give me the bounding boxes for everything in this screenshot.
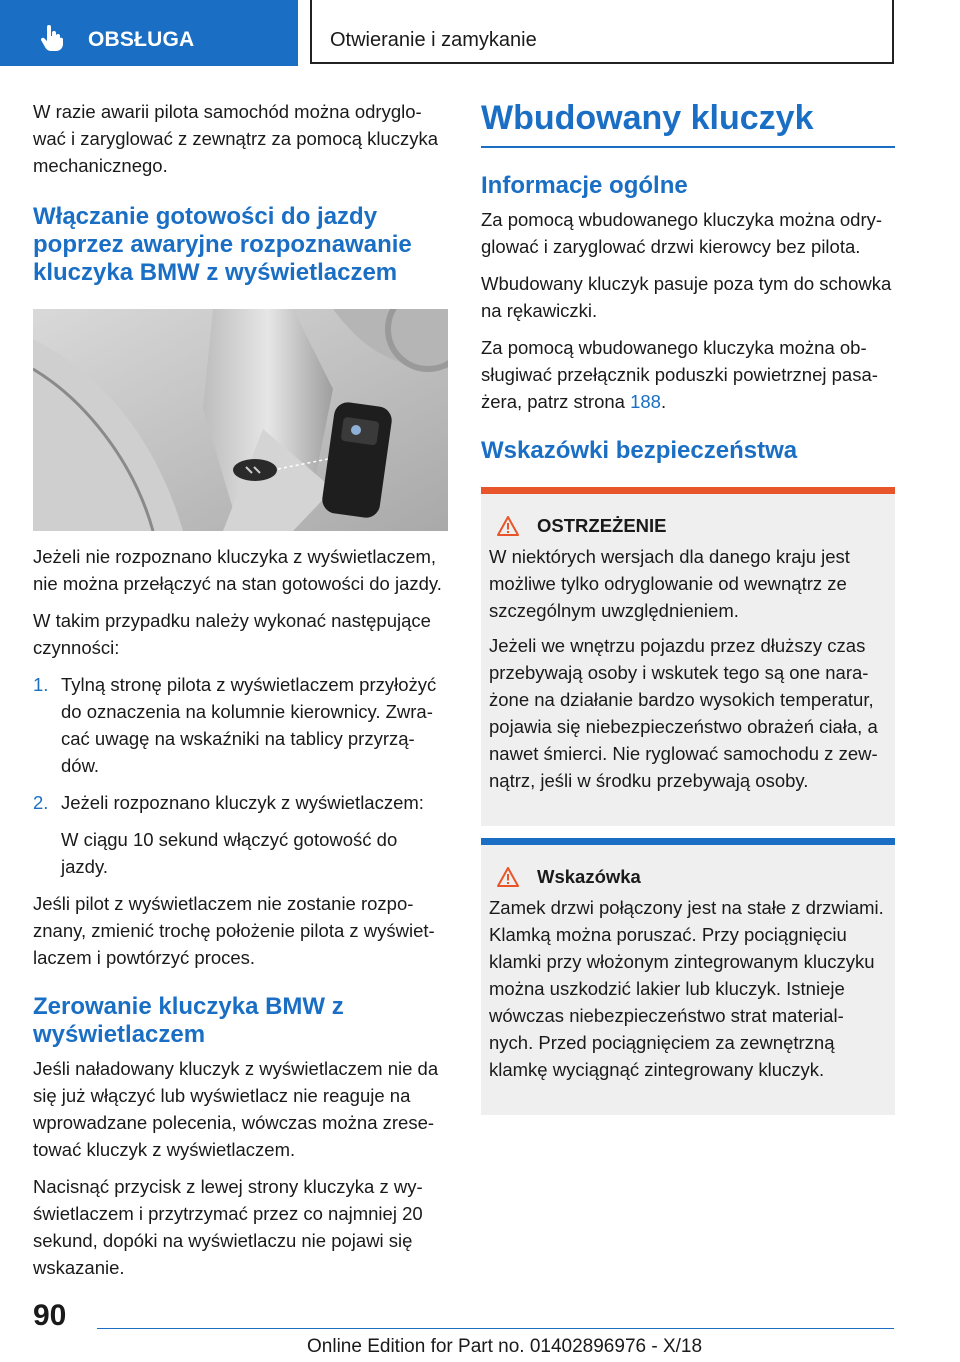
paragraph-follow-steps: W takim przypadku należy wykonać następujące czynności: (33, 610, 431, 658)
steering-column-illustration (33, 309, 448, 531)
page-header (310, 0, 894, 64)
right-column (481, 98, 895, 1115)
warning-title: OSTRZEŻENIE (537, 515, 667, 536)
paragraph-reset-action: Nacisnąć przycisk z lewej strony kluczyka z wy-świetlaczem i przytrzymać przez co najmniej 20 sekund, dopóki na wyświetlaczu nie pojawi się wskazanie. (33, 1176, 423, 1278)
heading-general-info: Informacje ogólne (481, 172, 688, 199)
paragraph-retry: Jeśli pilot z wyświetlaczem nie zostanie rozpo-znany, zmienić trochę położenie pilota z wyświet-laczem i powtórzyć proces. (33, 893, 435, 968)
chapter-title: Wbudowany kluczyk (481, 99, 814, 137)
heading-safety-notes: Wskazówki bezpieczeństwa (481, 437, 798, 464)
note-box (481, 838, 895, 1115)
step-number: 1. (33, 674, 49, 695)
section-label: OBSŁUGA (88, 28, 195, 51)
paragraph-glovebox: Wbudowany kluczyk pasuje poza tym do schowka na rękawiczki. (481, 273, 892, 321)
paragraph-reset-intro: Jeśli naładowany kluczyk z wyświetlaczem nie da się już włączyć lub wyświetlacz nie reaguje na wprowadzane polecenia, wówczas można zrese-tować kluczyk z wyświetlaczem. (33, 1058, 439, 1160)
step-text: Tylną stronę pilota z wyświetlaczem przyłożyć do oznaczenia na kolumnie kierownicy. Zwra-cać uwagę na wskaźniki na tablicy przyrzą-dów. (61, 674, 437, 776)
step-text: Jeżeli rozpoznano kluczyk z wyświetlaczem: (61, 792, 424, 813)
paragraph-not-detected: Jeżeli nie rozpoznano kluczyka z wyświetlaczem, nie można przełączyć na stan gotowości do jazdy. (33, 546, 442, 594)
warning-triangle-icon (497, 867, 519, 887)
step-subtext: W ciągu 10 sekund włączyć gotowość do jazdy. (61, 829, 398, 877)
title-divider (481, 146, 895, 148)
warning-triangle-icon (497, 516, 519, 536)
footer-edition: Online Edition for Part no. 01402896976 - X/18 (307, 1336, 703, 1357)
step-number: 2. (33, 792, 49, 813)
note-text: Zamek drzwi połączony jest na stałe z drzwiami. Klamką można poruszać. Przy pociągnięciu klamki przy włożonym zintegrowanym kluczyku można uszkodzić lakier lub kluczyk. Istnieje wówczas niebezpieczeństwo strat material-nych. Przed pociągnięciem za zewnętrzną klamkę wyciągnąć zintegrowany kluczyk. (489, 897, 884, 1080)
page-title: Otwieranie i zamykanie (330, 29, 537, 51)
page-number: 90 (33, 1299, 67, 1332)
hand-pointer-icon (38, 24, 66, 52)
paragraph-text-end: . (660, 391, 667, 412)
paragraph-text: Za pomocą wbudowanego kluczyka można ob-sługiwać przełącznik poduszki powietrznej pasa-żera, patrz strona (481, 337, 878, 412)
paragraph-unlock-without-remote: Za pomocą wbudowanego kluczyka można odry-glować i zaryglować drzwi kierowcy bez pilota. (481, 209, 883, 257)
list-item (33, 789, 448, 880)
warning-text-1: W niektórych wersjach dla danego kraju jest możliwe tylko odryglowanie od wewnątrz ze szczególnym uwzględnieniem. (489, 546, 850, 621)
warning-text-2: Jeżeli we wnętrzu pojazdu przez dłuższy czas przebywają osoby i wskutek tego są one nara-żone na działanie bardzo wysokich temperatur, pojawia się niebezpieczeństwo obrażeń ciała, a nawet śmierci. Nie ryglować samochodu z zew-nątrz, jeśli w środku przebywają osoby. (489, 635, 878, 791)
heading-emergency-detection: Włączanie gotowości do jazdy poprzez awaryjne rozpoznawanie kluczyka BMW z wyświetlaczem (33, 203, 412, 286)
steps-list (33, 671, 448, 880)
note-title: Wskazówka (537, 866, 641, 887)
warning-bar (481, 487, 895, 494)
footer-divider (97, 1328, 894, 1329)
warning-box (481, 487, 895, 826)
note-bar (481, 838, 895, 845)
intro-paragraph: W razie awarii pilota samochód można odryglo-wać i zaryglować z zewnątrz za pomocą kluczyka mechanicznego. (33, 101, 439, 176)
left-column (33, 98, 448, 1291)
steering-column-key-image (33, 309, 448, 531)
section-tab[interactable] (0, 0, 298, 66)
heading-reset-key: Zerowanie kluczyka BMW z wyświetlaczem (33, 993, 344, 1048)
page-reference-link[interactable]: 188 (630, 391, 661, 412)
paragraph-airbag-switch (481, 334, 895, 415)
list-item (33, 671, 448, 779)
